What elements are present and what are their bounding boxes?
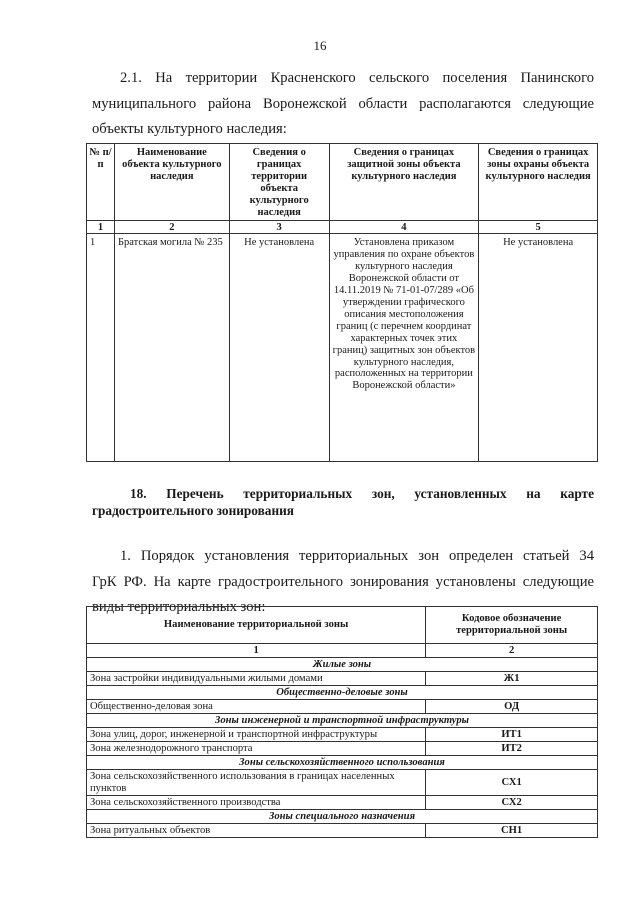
zone-group-row [87,714,598,728]
heritage-col-number: 1 [87,221,115,234]
heritage-col-number: 2 [114,221,229,234]
heritage-cell-protective-zone: Установлена приказом управления по охране объектов культурного наследия Воронежской области от 14.11.2019 № 71-01-07/289 «Об утверждении графического описания местоположения границ (с перечнем координат характерных точек этих границ) защитных зон объектов культурного наследия, расположенных на территории Воронежской области» [329,234,479,462]
zone-name: Зона застройки индивидуальными жилыми домами [87,672,426,686]
intro-paragraph [92,66,594,143]
section-heading [92,485,594,519]
zone-name: Зона сельскохозяйственного использования в границах населенных пунктов [87,770,426,796]
heritage-header-num: № п/п [87,144,115,221]
zone-code: ИТ2 [426,742,598,756]
heritage-col-number: 5 [479,221,598,234]
heritage-cell-num: 1 [87,234,115,462]
table-row [87,234,598,462]
zones-col-number: 2 [426,644,598,658]
section-heading-line-2: градостроительного зонирования [92,503,294,518]
intro-line-3: объекты культурного наследия: [92,121,287,138]
table-row [87,796,598,810]
zones-table [86,606,598,838]
zone-name: Общественно-деловая зона [87,700,426,714]
table-row [87,770,598,796]
intro-line-2: муниципального района Воронежской области располагаются следующие [92,95,594,112]
zone-group-title: Общественно-деловые зоны [87,686,598,700]
zone-group-row [87,686,598,700]
zones-table-header-row [87,607,598,644]
zone-code: Ж1 [426,672,598,686]
zone-code: СХ2 [426,796,598,810]
table-row [87,700,598,714]
page-number: 16 [313,38,327,53]
zone-group-title: Зоны сельскохозяйственного использования [87,756,598,770]
heritage-cell-security-zone: Не установлена [479,234,598,462]
heritage-col-number: 3 [229,221,329,234]
zone-code: ОД [426,700,598,714]
heritage-table-header-row [87,144,598,221]
zones-header-code: Кодовое обозначение территориальной зоны [426,607,598,644]
zones-col-number: 1 [87,644,426,658]
heritage-header-security-zone: Сведения о границах зоны охраны объекта культурного наследия [479,144,598,221]
zones-line-1: 1. Порядок установления территориальных зон определен статьей 34 [120,548,594,564]
table-row [87,728,598,742]
zone-group-title: Зоны инженерной и транспортной инфраструктуры [87,714,598,728]
section-heading-line-1: 18. Перечень территориальных зон, установленных на карте [130,486,594,501]
zone-group-row [87,658,598,672]
intro-line-1: 2.1. На территории Красненского сельского поселения Панинского [120,70,594,86]
table-row [87,742,598,756]
heritage-header-territory: Сведения о границах территории объекта культурного наследия [229,144,329,221]
table-row [87,824,598,838]
zones-column-numbers-row [87,644,598,658]
heritage-col-number: 4 [329,221,479,234]
zones-line-3: виды территориальных зон: [92,599,266,616]
zone-code: СН1 [426,824,598,838]
zones-header-name: Наименование территориальной зоны [87,607,426,644]
zone-group-row [87,810,598,824]
zone-name: Зона сельскохозяйственного производства [87,796,426,810]
zone-name: Зона улиц, дорог, инженерной и транспортной инфраструктуры [87,728,426,742]
zone-name: Зона ритуальных объектов [87,824,426,838]
zone-name: Зона железнодорожного транспорта [87,742,426,756]
table-row [87,672,598,686]
heritage-cell-territory: Не установлена [229,234,329,462]
zones-line-2: ГрК РФ. На карте градостроительного зонирования установлены следующие [92,573,594,590]
zone-group-row [87,756,598,770]
heritage-table [86,143,598,462]
zone-group-title: Зоны специального назначения [87,810,598,824]
heritage-column-numbers-row [87,221,598,234]
zone-group-title: Жилые зоны [87,658,598,672]
zone-code: ИТ1 [426,728,598,742]
heritage-header-name: Наименование объекта культурного наследия [114,144,229,221]
zone-code: СХ1 [426,770,598,796]
heritage-header-protective-zone: Сведения о границах защитной зоны объекта культурного наследия [329,144,479,221]
heritage-cell-name: Братская могила № 235 [114,234,229,462]
